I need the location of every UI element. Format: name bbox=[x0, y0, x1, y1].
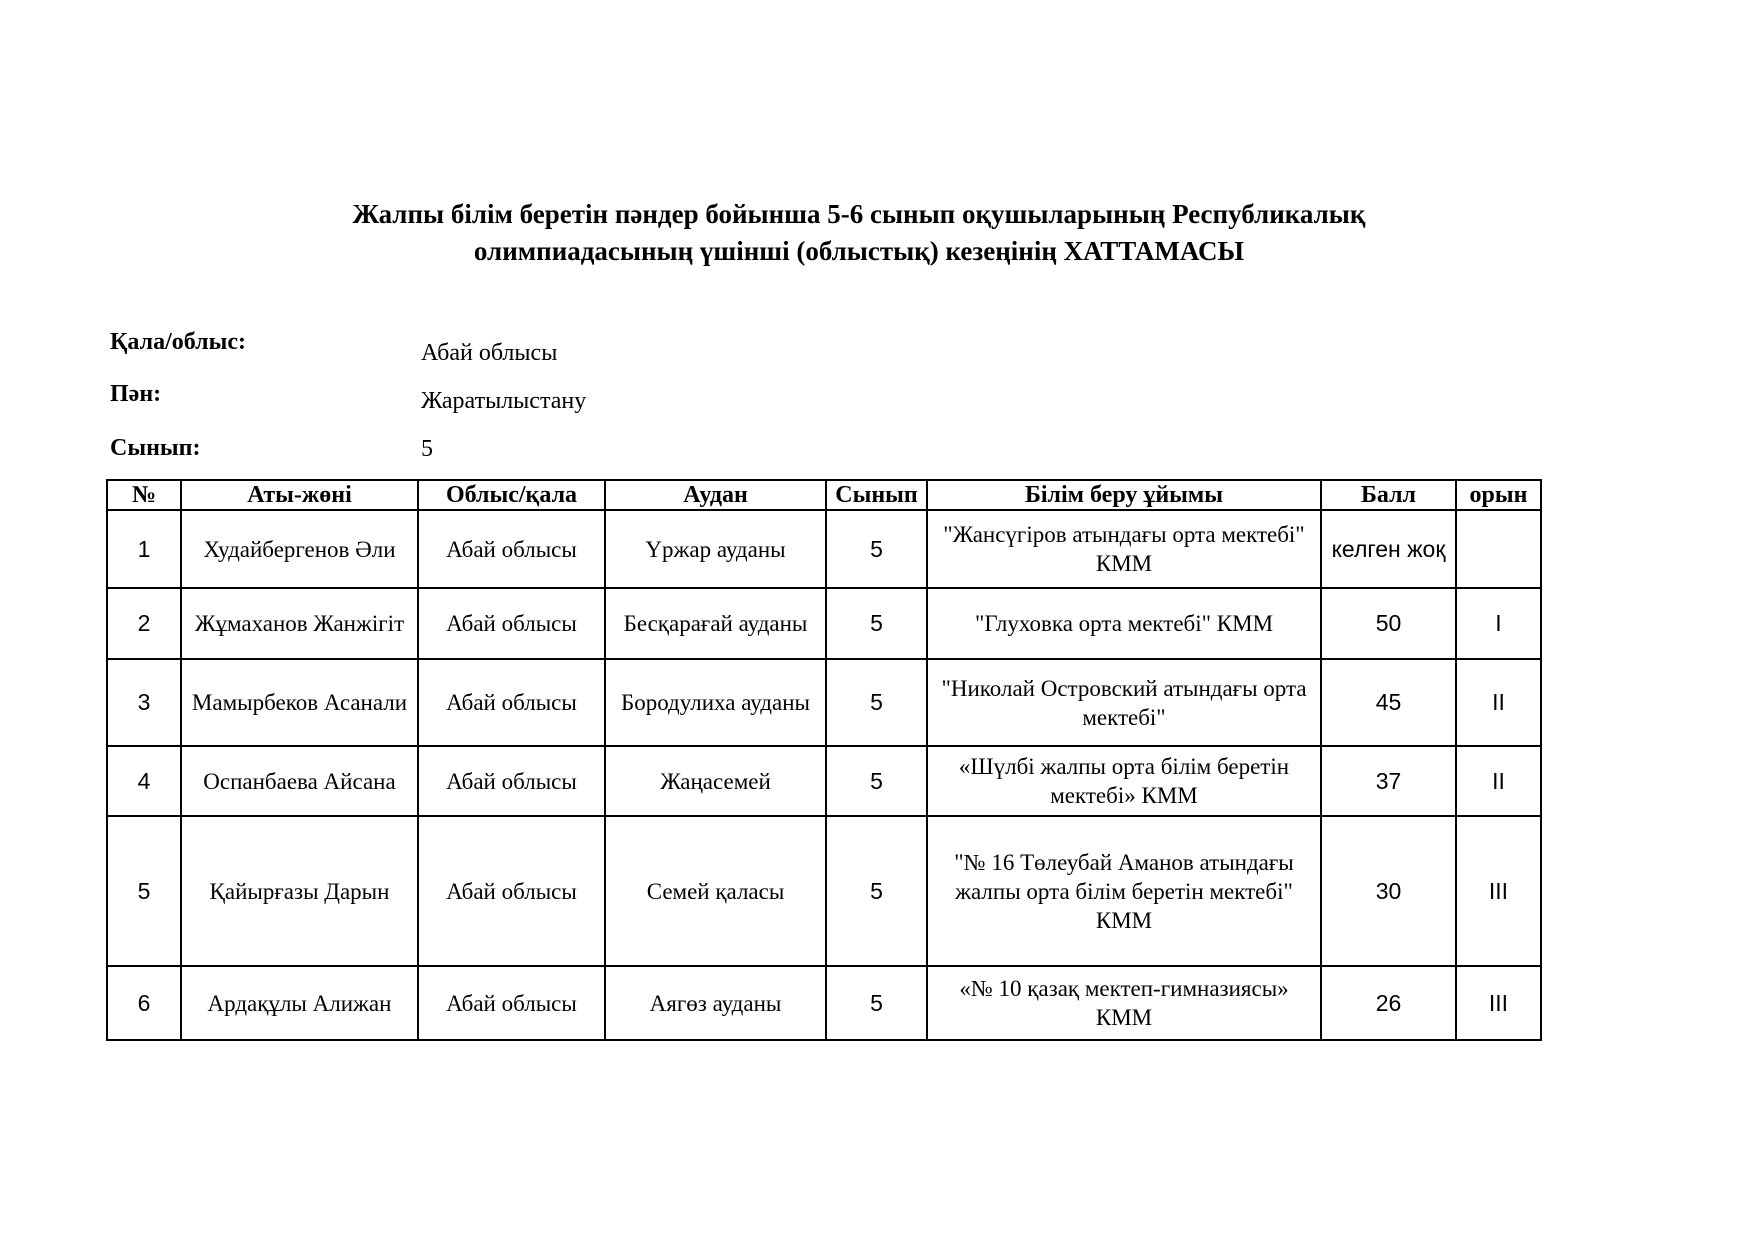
cell-name: Оспанбаева Айсана bbox=[181, 746, 418, 816]
cell-grade: 5 bbox=[826, 588, 927, 659]
region-label: Қала/облыс: bbox=[110, 329, 246, 355]
cell-school: "Глуховка орта мектебі" КММ bbox=[927, 588, 1321, 659]
header-region: Облыс/қала bbox=[418, 480, 605, 510]
table-row bbox=[107, 510, 1541, 588]
cell-name: Қайырғазы Дарын bbox=[181, 816, 418, 966]
cell-region: Абай облысы bbox=[418, 510, 605, 588]
subject-value: Жаратылыстану bbox=[421, 388, 587, 414]
cell-district: Бородулиха ауданы bbox=[605, 659, 826, 746]
cell-grade: 5 bbox=[826, 659, 927, 746]
cell-school: "Жансүгіров атындағы орта мектебі" КММ bbox=[927, 510, 1321, 588]
cell-district: Үржар ауданы bbox=[605, 510, 826, 588]
cell-number: 5 bbox=[107, 816, 181, 966]
cell-grade: 5 bbox=[826, 816, 927, 966]
cell-name: Худайбергенов Әли bbox=[181, 510, 418, 588]
table-row bbox=[107, 588, 1541, 659]
cell-place: III bbox=[1456, 816, 1541, 966]
cell-school: "Николай Островский атындағы орта мектебі" bbox=[927, 659, 1321, 746]
cell-number: 3 bbox=[107, 659, 181, 746]
cell-region: Абай облысы bbox=[418, 966, 605, 1040]
cell-number: 6 bbox=[107, 966, 181, 1040]
cell-score: 26 bbox=[1321, 966, 1456, 1040]
header-grade: Сынып bbox=[826, 480, 927, 510]
table-row bbox=[107, 746, 1541, 816]
subject-label: Пән: bbox=[110, 381, 162, 407]
header-place: орын bbox=[1456, 480, 1541, 510]
table-header-row bbox=[107, 480, 1541, 510]
cell-district: Жаңасемей bbox=[605, 746, 826, 816]
cell-grade: 5 bbox=[826, 510, 927, 588]
cell-region: Абай облысы bbox=[418, 746, 605, 816]
cell-place: II bbox=[1456, 746, 1541, 816]
cell-number: 4 bbox=[107, 746, 181, 816]
region-value: Абай облысы bbox=[421, 340, 558, 366]
cell-school: "№ 16 Төлеубай Аманов атындағы жалпы орта білім беретін мектебі" КММ bbox=[927, 816, 1321, 966]
header-score: Балл bbox=[1321, 480, 1456, 510]
header-district: Аудан bbox=[605, 480, 826, 510]
grade-label: Сынып: bbox=[110, 435, 201, 461]
cell-score: 50 bbox=[1321, 588, 1456, 659]
title-line-1: Жалпы білім беретін пәндер бойынша 5-6 сынып оқушыларының Республикалық bbox=[352, 199, 1366, 229]
cell-name: Мамырбеков Асанали bbox=[181, 659, 418, 746]
cell-place: III bbox=[1456, 966, 1541, 1040]
cell-region: Абай облысы bbox=[418, 588, 605, 659]
title-line-2: олимпиадасының үшінші (облыстық) кезеңінің ХАТТАМАСЫ bbox=[473, 236, 1245, 266]
cell-name: Ардақұлы Алижан bbox=[181, 966, 418, 1040]
results-table bbox=[106, 479, 1542, 1041]
cell-score: келген жоқ bbox=[1321, 510, 1456, 588]
cell-school: «№ 10 қазақ мектеп-гимназиясы» КММ bbox=[927, 966, 1321, 1040]
cell-region: Абай облысы bbox=[418, 659, 605, 746]
table-row bbox=[107, 816, 1541, 966]
cell-number: 1 bbox=[107, 510, 181, 588]
cell-score: 37 bbox=[1321, 746, 1456, 816]
cell-place: II bbox=[1456, 659, 1541, 746]
cell-number: 2 bbox=[107, 588, 181, 659]
cell-grade: 5 bbox=[826, 966, 927, 1040]
cell-place bbox=[1456, 510, 1541, 588]
cell-district: Семей қаласы bbox=[605, 816, 826, 966]
cell-name: Жұмаханов Жанжігіт bbox=[181, 588, 418, 659]
cell-district: Бесқарағай ауданы bbox=[605, 588, 826, 659]
cell-place: I bbox=[1456, 588, 1541, 659]
cell-region: Абай облысы bbox=[418, 816, 605, 966]
table-row bbox=[107, 659, 1541, 746]
header-school: Білім беру ұйымы bbox=[927, 480, 1321, 510]
page-title bbox=[0, 196, 1718, 270]
cell-score: 30 bbox=[1321, 816, 1456, 966]
table-row bbox=[107, 966, 1541, 1040]
cell-grade: 5 bbox=[826, 746, 927, 816]
grade-value: 5 bbox=[421, 436, 433, 462]
header-name: Аты-жөні bbox=[181, 480, 418, 510]
header-number: № bbox=[107, 480, 181, 510]
cell-district: Аягөз ауданы bbox=[605, 966, 826, 1040]
cell-school: «Шүлбі жалпы орта білім беретін мектебі» КММ bbox=[927, 746, 1321, 816]
cell-score: 45 bbox=[1321, 659, 1456, 746]
